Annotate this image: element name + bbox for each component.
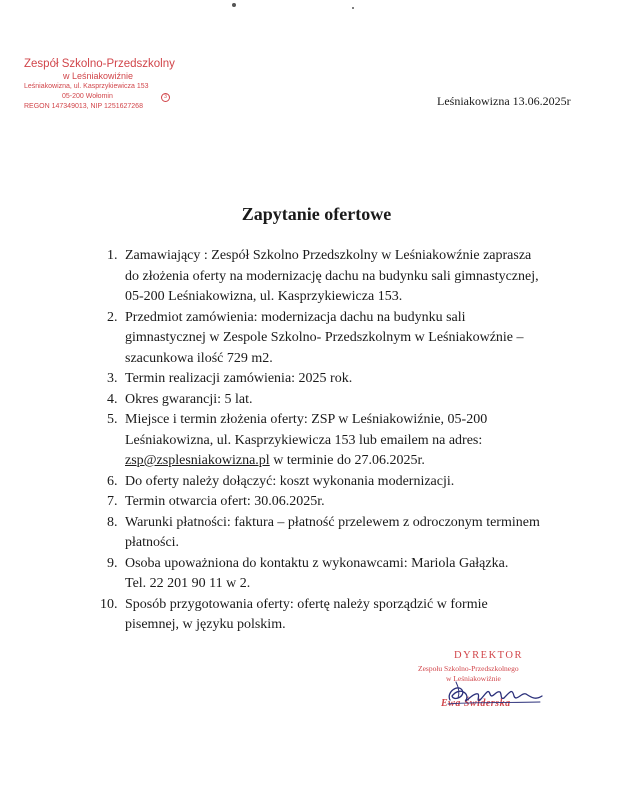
item-number: 9. [107, 555, 118, 571]
stamp-postal: 05-200 Wołomin [62, 93, 113, 100]
item-line: Tel. 22 201 90 11 w 2. [125, 576, 251, 591]
item-line: Warunki płatności: faktura – płatność przelewem z odroczonym terminem [125, 514, 540, 530]
item-line [125, 451, 540, 472]
place-date: Leśniakowizna 13.06.2025r [437, 94, 571, 108]
item-line: Osoba upoważniona do kontaktu z wykonawcami: Mariola Gałązka. [125, 555, 509, 571]
list-item [0, 410, 540, 472]
page-title: Zapytanie ofertowe [241, 204, 392, 224]
item-line: do złożenia oferty na modernizację dachu na budynku sali gimnastycznej, [125, 268, 539, 284]
stamp-circle-mark: 3 [161, 93, 170, 102]
list-item [0, 554, 540, 595]
item-line: Termin otwarcia ofert: 30.06.2025r. [125, 494, 325, 509]
item-line: gimnastycznej w Zespole Szkolno- Przedszkolnym w Leśniakowźnie – [125, 330, 524, 345]
item-number: 1. [107, 248, 118, 263]
handwritten-signature [440, 672, 550, 712]
item-number: 6. [107, 473, 118, 489]
item-number: 10. [100, 596, 118, 612]
stamp-line [24, 92, 172, 102]
item-line: Sposób przygotowania oferty: ofertę należy sporządzić w formie [125, 596, 488, 612]
item-line-suffix: w terminie do 27.06.2025r. [269, 453, 425, 468]
list-item [0, 369, 540, 390]
item-line: Termin realizacji zamówienia: 2025 rok. [125, 371, 353, 386]
item-number: 5. [107, 412, 118, 427]
item-line: 05-200 Leśniakowizna, ul. Kasprzykiewicza 153. [125, 289, 403, 304]
item-number: 8. [107, 514, 118, 530]
item-number: 7. [107, 494, 118, 509]
item-line: Przedmiot zamówienia: modernizacja dachu na budynku sali [125, 309, 466, 325]
scan-speck [232, 3, 236, 7]
list-item [0, 513, 540, 554]
email-link[interactable]: zsp@zsplesniakowizna.pl [125, 453, 270, 468]
stamp-line: w Leśniakowiźnie [62, 71, 134, 81]
list-item [0, 472, 540, 493]
item-line: Okres gwarancji: 5 lat. [125, 391, 253, 407]
item-line: Leśniakowizna, ul. Kasprzykiewicza 153 lub emailem na adres: [125, 432, 483, 448]
offer-items-list [0, 246, 540, 636]
list-item [0, 595, 540, 636]
stamp-title: DYREKTOR [454, 650, 523, 661]
list-item [0, 390, 540, 411]
item-line: Miejsce i termin złożenia oferty: ZSP w Leśniakowiźnie, 05-200 [125, 412, 488, 427]
stamp-line: REGON 147349013, NIP 1251627268 [24, 103, 143, 110]
item-number: 3. [107, 371, 118, 386]
item-line: Do oferty należy dołączyć: koszt wykonania modernizacji. [125, 473, 455, 489]
list-item [0, 308, 540, 370]
item-number: 2. [107, 309, 118, 325]
stamp-line: Zespołu Szkolno-Przedszkolnego [418, 664, 519, 673]
stamp-name: Ewa Świderska [441, 698, 511, 709]
list-item [0, 492, 540, 513]
stamp-line: Leśniakowizna, ul. Kasprzykiewicza 153 [24, 83, 149, 90]
school-stamp [24, 58, 175, 112]
item-line: szacunkowa ilość 729 m2. [125, 350, 273, 366]
list-item [0, 246, 540, 308]
scan-speck [352, 7, 354, 9]
stamp-line: Zespół Szkolno-Przedszkolny [24, 58, 175, 70]
item-number: 4. [107, 391, 118, 407]
item-line: płatności. [125, 535, 180, 550]
item-line: Zamawiający : Zespół Szkolno Przedszkolny w Leśniakowźnie zaprasza [125, 248, 532, 263]
item-line: pisemnej, w języku polskim. [125, 617, 286, 632]
stamp-line: w Leśniakowiźnie [446, 674, 501, 683]
